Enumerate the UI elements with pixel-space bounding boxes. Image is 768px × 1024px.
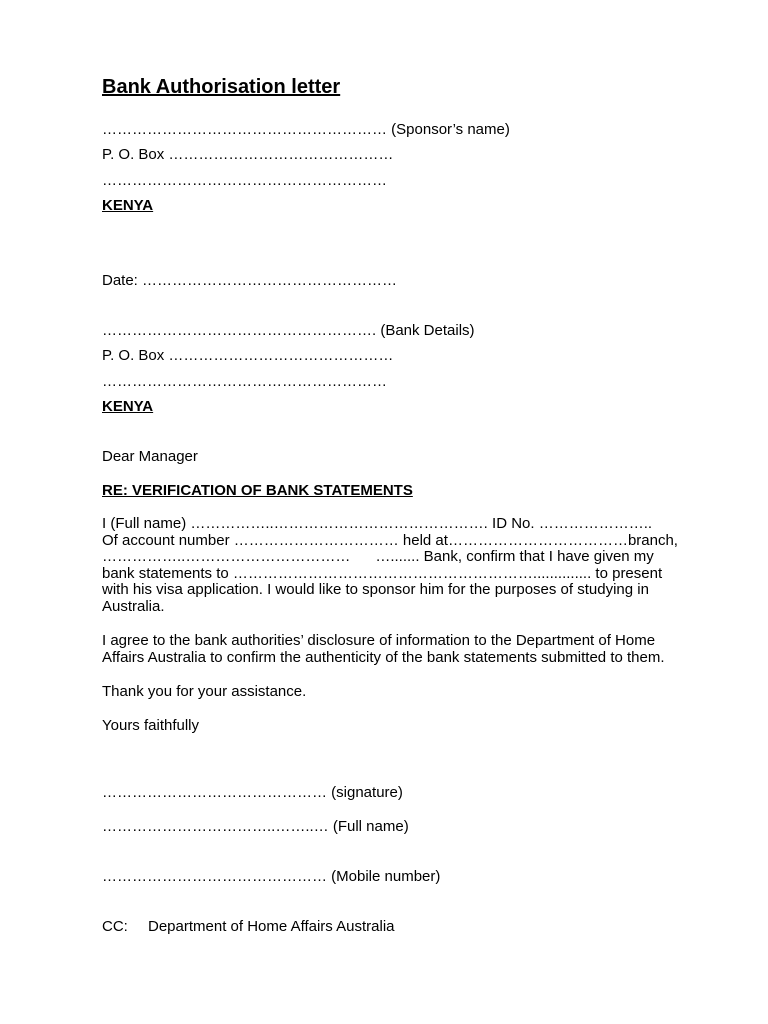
paragraph-line: ……………..…………………………… …....... Bank, confirm that I have given my bbox=[102, 548, 654, 566]
closing-line: Yours faithfully bbox=[102, 717, 200, 734]
mobile-number-line: ……………………………………… (Mobile number) bbox=[102, 868, 441, 885]
bank-address-line: ………………………………………………… bbox=[102, 373, 387, 390]
paragraph-line: Affairs Australia to confirm the authenticity of the bank statements submitted to them. bbox=[102, 648, 665, 666]
cc-recipient: Department of Home Affairs Australia bbox=[148, 918, 395, 935]
full-name-line: ……………………………..……..… (Full name) bbox=[102, 818, 409, 835]
cc-line bbox=[102, 918, 395, 935]
paragraph-line: Australia. bbox=[102, 597, 165, 615]
paragraph-declaration bbox=[102, 516, 702, 616]
bank-country: KENYA bbox=[102, 398, 154, 415]
letter-title: Bank Authorisation letter bbox=[102, 76, 341, 98]
salutation: Dear Manager bbox=[102, 448, 198, 465]
subject-line: RE: VERIFICATION OF BANK STATEMENTS bbox=[102, 482, 413, 499]
bank-po-box-line: P. O. Box ……………………………………… bbox=[102, 347, 394, 364]
bank-details-line: ………………………………………………. (Bank Details) bbox=[102, 322, 475, 339]
signature-line: ……………………………………… (signature) bbox=[102, 784, 403, 801]
paragraph-line: Of account number …………………………… held at………………………………branch, bbox=[102, 531, 678, 549]
sponsor-country: KENYA bbox=[102, 197, 154, 214]
cc-label: CC: bbox=[102, 918, 128, 935]
date-line: Date: …………………………………………… bbox=[102, 272, 398, 289]
paragraph-consent bbox=[102, 633, 702, 666]
paragraph-line: I agree to the bank authorities’ disclosure of information to the Department of Home bbox=[102, 632, 656, 649]
thanks-line: Thank you for your assistance. bbox=[102, 683, 307, 700]
sponsor-address-line: ………………………………………………… bbox=[102, 172, 387, 189]
paragraph-line: bank statements to …………………………………………………….............. to present bbox=[102, 564, 663, 582]
sponsor-po-box-line: P. O. Box ……………………………………… bbox=[102, 146, 394, 163]
paragraph-line: with his visa application. I would like to sponsor him for the purposes of studying in bbox=[102, 581, 649, 599]
paragraph-line: I (Full name) ……………..……………………………………. ID No. ………………….. bbox=[102, 515, 653, 532]
sponsor-name-line: ………………………………………………… (Sponsor’s name) bbox=[102, 121, 510, 138]
